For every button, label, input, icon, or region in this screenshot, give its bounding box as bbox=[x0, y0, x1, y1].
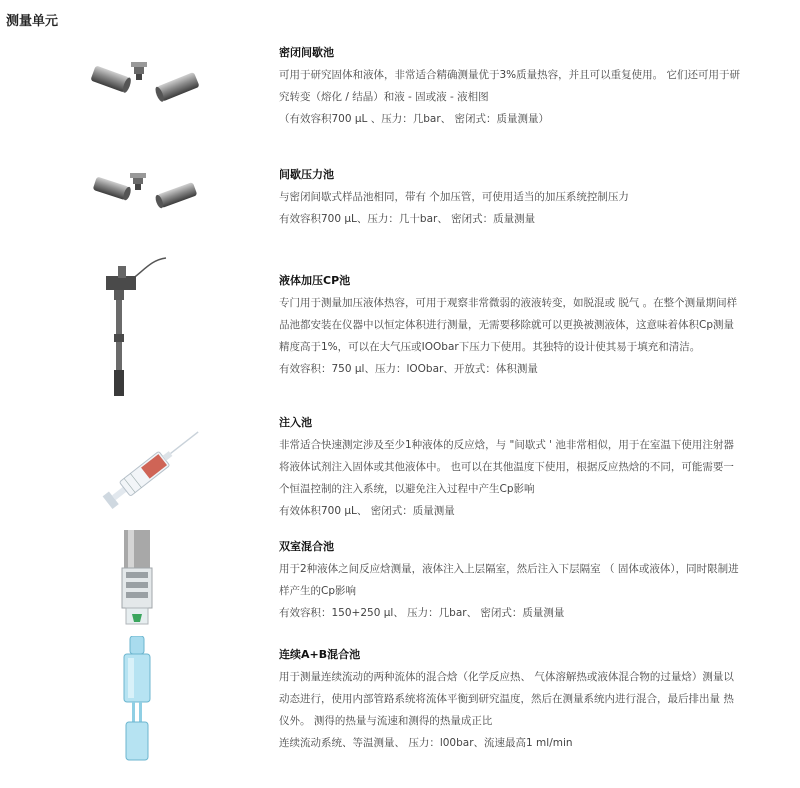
cell-desc-line: 究转变（熔化 / 结晶）和液 - 固或液 - 液相图 bbox=[279, 91, 489, 103]
cell-text bbox=[279, 270, 791, 380]
cell-desc-line: 精度高于1%，可以在大气压或IOObar下压力下使用。其独特的设计使其易于填充和清洁。 bbox=[279, 341, 701, 353]
cell-title: 间歇压力池 bbox=[279, 168, 334, 181]
cell-text bbox=[279, 536, 791, 624]
cell-desc-line: 可用于研究固体和液体，非常适合精确测量优于3%质量热容，并且可以重复使用。 它们还可用于研 bbox=[279, 69, 740, 81]
cell-desc-line: 用于2种液体之间反应焓测量，液体注入上层隔室，然后注入下层隔室 （ 固体或液体），同时限制进 bbox=[279, 563, 739, 575]
cell-desc-line: 用于测量连续流动的两种流体的混合焓（化学反应热、 气体溶解热或液体混合物的过量焓）测量以 bbox=[279, 671, 734, 683]
continuous-mixing-cell-image bbox=[88, 636, 218, 764]
dual-chamber-cell-image bbox=[88, 530, 218, 630]
cell-desc-line: 个恒温控制的注入系统，以避免注入过程中产生Cp影响 bbox=[279, 483, 535, 495]
cell-desc-line: 有效容积：750 µl、压力：lOObar、开放式：体积测量 bbox=[279, 363, 538, 375]
cell-desc-line: 将液体试剂注入固体或其他液体中。 也可以在其他温度下使用，根据反应热焓的不同，可能需要一 bbox=[279, 461, 734, 473]
cell-text bbox=[279, 42, 791, 130]
page-title: 测量单元 bbox=[6, 14, 59, 29]
cell-text bbox=[279, 412, 791, 522]
cell-title: 液体加压CP池 bbox=[279, 274, 351, 287]
cell-text bbox=[279, 644, 791, 754]
cell-desc-line: 专门用于测量加压液体热容，可用于观察非常微弱的液液转变，如脱混或 脱气 。在整个测量期间样 bbox=[279, 297, 738, 309]
liquid-cp-cell-image bbox=[88, 252, 218, 402]
cell-desc-line: 动态进行，使用内部管路系统将流体平衡到研究温度，然后在测量系统内进行混合，最后排出量 热 bbox=[279, 693, 734, 705]
cell-desc-line: 样产生的Cp影响 bbox=[279, 585, 356, 597]
cell-section bbox=[0, 164, 800, 244]
cell-desc-line: 与密闭间歇式样品池相同，带有 个加压管，可使用适当的加压系统控制压力 bbox=[279, 191, 629, 203]
cell-desc-line: 品池都安装在仪器中以恒定体积进行测量，无需要移除就可以更换被测液体，这意味着体积Cp测量 bbox=[279, 319, 734, 331]
cell-desc-line: 非常适合快速测定涉及至少1种液体的反应焓，与 "间歇式 ' 池非常相似，用于在室温下使用注射器 bbox=[279, 439, 734, 451]
cell-section bbox=[0, 270, 800, 410]
cell-section bbox=[0, 536, 800, 628]
cell-desc-line: 连续流动系统、等温测量、 压力：l00bar、流速最高1 ml/min bbox=[279, 737, 573, 749]
cell-desc-line: 有效容积：150+250 µl、 压力：几bar、 密闭式：质量测量 bbox=[279, 607, 565, 619]
sealed-batch-cells-image bbox=[88, 54, 218, 114]
cell-title: 双室混合池 bbox=[279, 540, 334, 553]
cell-title: 注入池 bbox=[279, 416, 312, 429]
cell-section bbox=[0, 42, 800, 152]
cell-text bbox=[279, 164, 791, 230]
cell-title: 密闭间歇池 bbox=[279, 46, 334, 59]
pressure-batch-cells-image bbox=[88, 168, 218, 216]
cell-section bbox=[0, 412, 800, 532]
cell-desc-line: 有效体积700 µL、 密闭式：质量测量 bbox=[279, 505, 455, 517]
cell-title: 连续A+B混合池 bbox=[279, 648, 361, 661]
injection-syringe-image bbox=[88, 420, 218, 525]
cell-section bbox=[0, 644, 800, 764]
cell-desc-line: 仪外。 测得的热量与流速和测得的热量成正比 bbox=[279, 715, 493, 727]
cell-desc-line: （有效容积700 µL 、压力：几bar、 密闭式：质量测量） bbox=[279, 113, 549, 125]
cell-desc-line: 有效容积700 µL、压力：几十bar、 密闭式：质量测量 bbox=[279, 213, 536, 225]
